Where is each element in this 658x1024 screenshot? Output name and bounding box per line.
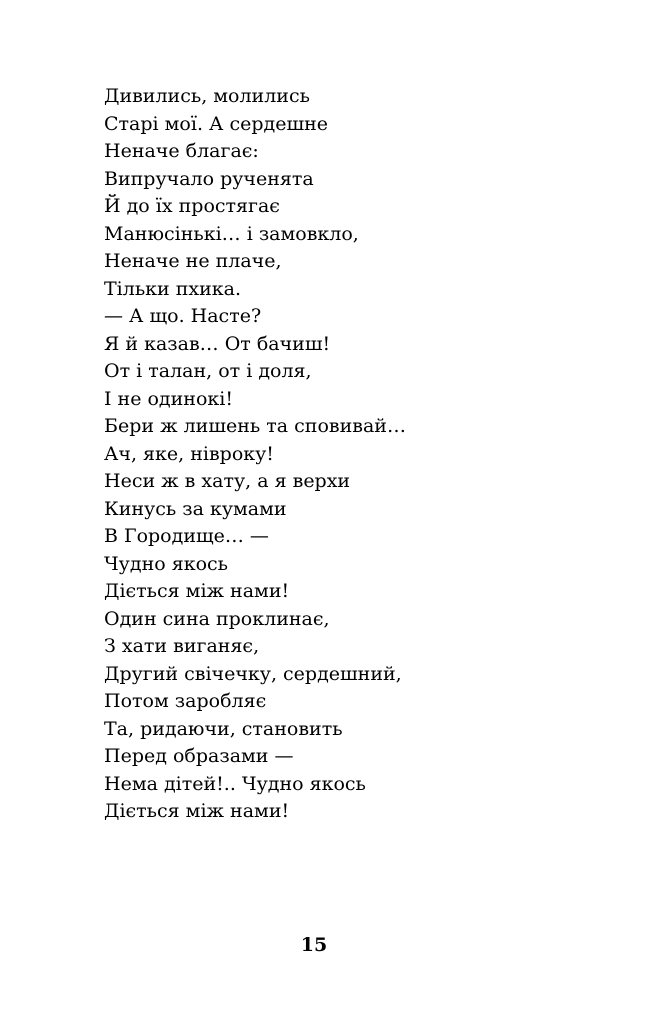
poem-line: Ач, яке, нівроку!: [104, 442, 274, 465]
poem-line: Та, ридаючи, становить: [104, 717, 343, 740]
poem-line: Перед образами —: [104, 745, 294, 767]
poem-line: Діється між нами!: [104, 580, 290, 602]
poem-line: Один сина проклинає,: [104, 607, 330, 630]
poem-line: Другий свічечку, сердешний,: [104, 662, 402, 685]
poem-line: Дивились, молились: [104, 85, 310, 107]
poem-line: Манюсінькі… і замовкло,: [104, 222, 359, 245]
poem-line: Бери ж лишень та сповивай…: [104, 415, 406, 437]
poem-line: От і талан, от і доля,: [104, 360, 312, 382]
poem-line: Старі мої. А сердешне: [104, 112, 329, 135]
poem-line: Кинусь за кумами: [104, 497, 287, 520]
poem-line: Діється між нами!: [104, 800, 290, 822]
poem-line: Тільки пхика.: [104, 277, 242, 300]
poem-line: Й до їх простягає: [104, 195, 280, 217]
poem-line: В Городище… —: [104, 525, 269, 547]
poem-line: — А що. Насте?: [104, 305, 262, 327]
poem-line: Неси ж в хату, а я верхи: [104, 470, 351, 492]
poem-text: [104, 83, 406, 826]
poem-line: Потом заробляє: [104, 690, 267, 712]
poem-line: Неначе благає:: [104, 140, 259, 162]
poem-line: З хати виганяє,: [104, 635, 260, 657]
poem-line: Я й казав… От бачиш!: [104, 332, 331, 355]
poem-line: Нема дітей!.. Чудно якось: [104, 772, 366, 795]
poem-line: Випручало рученята: [104, 167, 314, 190]
poem-line: Чудно якось: [104, 552, 228, 575]
poem-line: Неначе не плаче,: [104, 250, 282, 272]
poem-line: І не одинокі!: [104, 387, 233, 410]
page-number: 15: [300, 934, 328, 956]
